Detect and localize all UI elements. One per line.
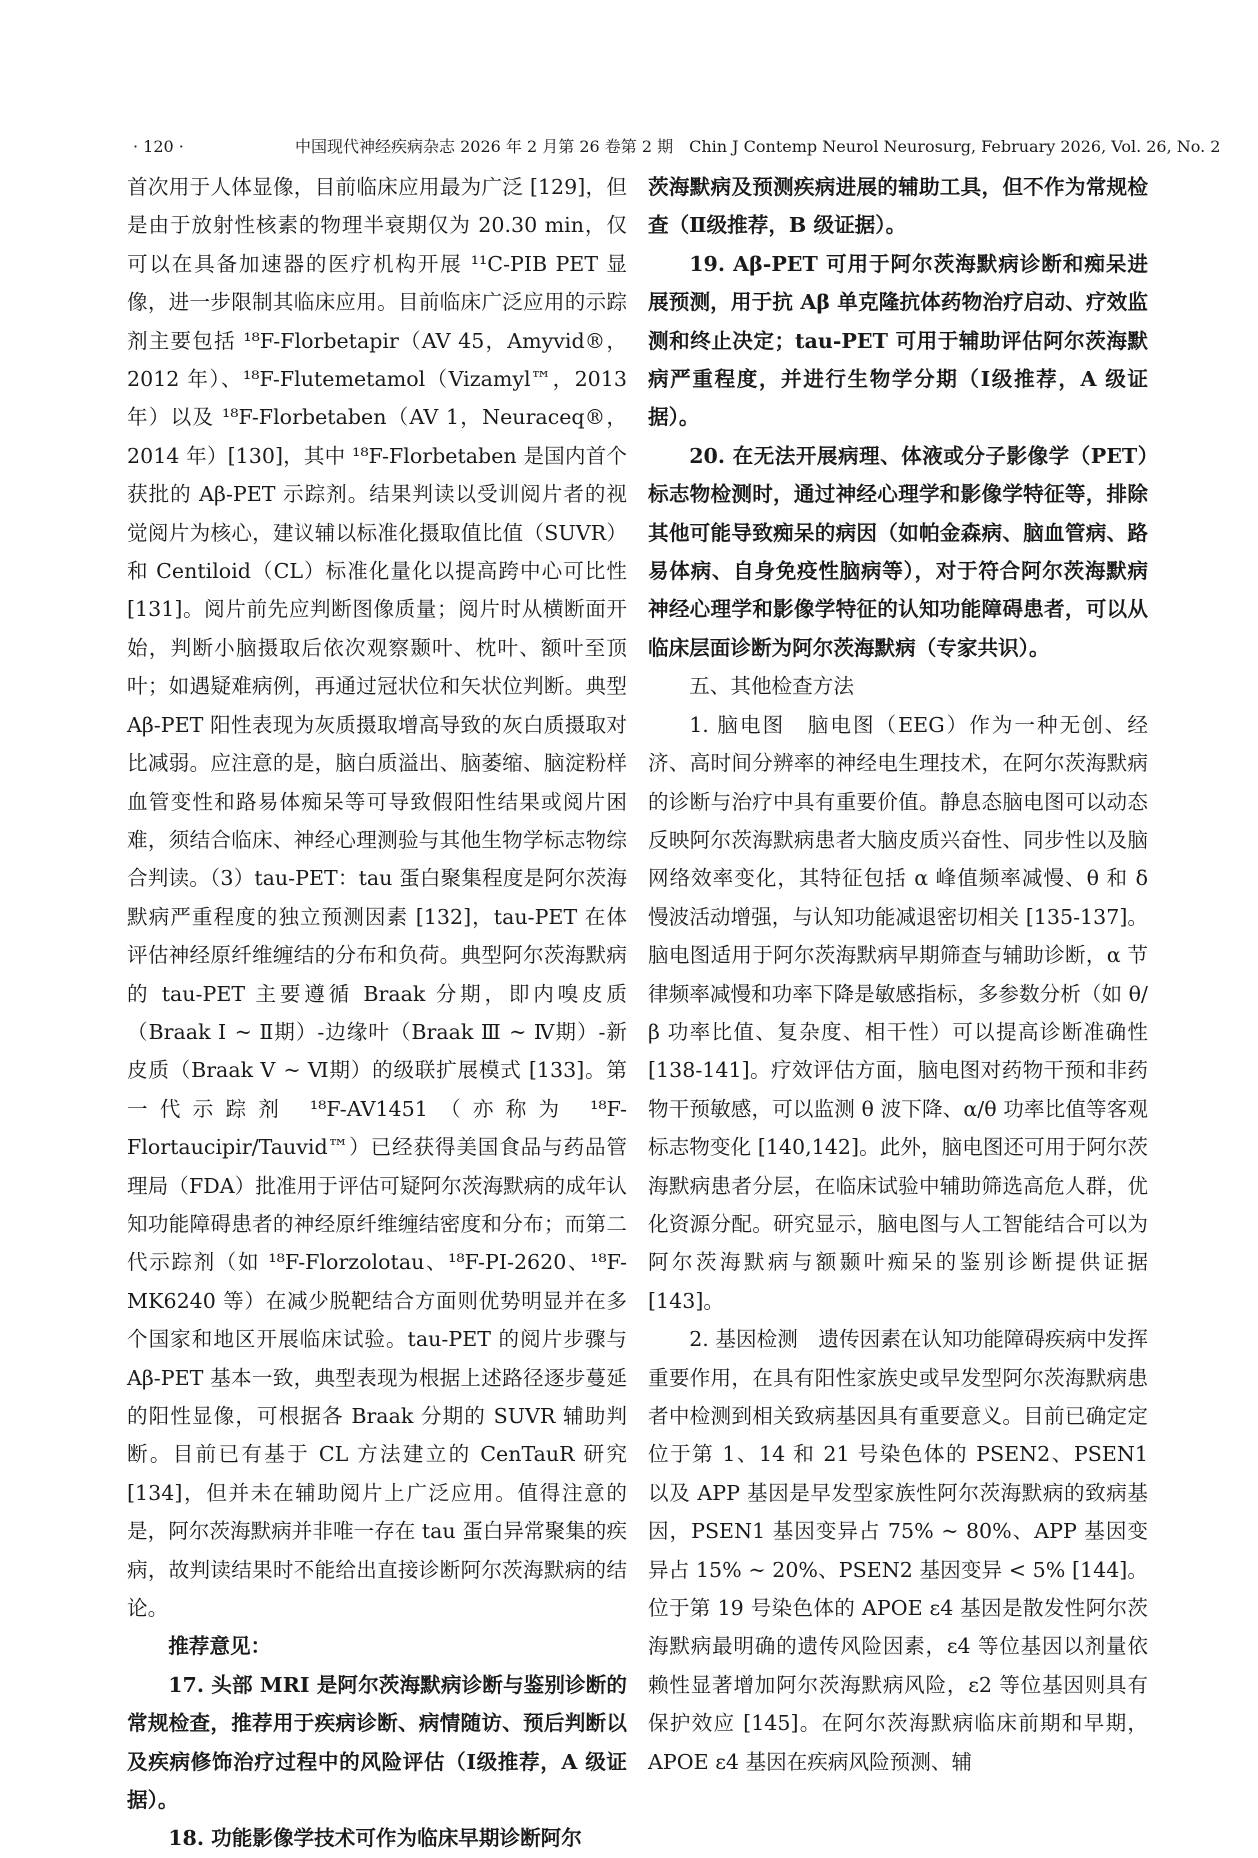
recommendation-19: 19. Aβ-PET 可用于阿尔茨海默病诊断和痴呆进展预测，用于抗 Aβ 单克隆抗体药物治疗启动、疗效监测和终止决定；tau-PET 可用于辅助评估阿尔茨海默病严重程度，并进行生物学分期（Ⅰ级推荐，A 级证据）。 [648, 251, 1148, 430]
section-heading: 五、其他检查方法 [689, 674, 854, 699]
journal-citation-line: 中国现代神经疾病杂志 2026 年 2 月第 26 卷第 2 期 Chin J Contemp Neurol Neurosurg, February 2026, Vol. 26, No. 2 [295, 137, 1221, 156]
right-column [648, 168, 1148, 1781]
running-header [133, 134, 1221, 160]
recommendation-20: 20. 在无法开展病理、体液或分子影像学（PET）标志物检测时，通过神经心理学和影像学特征等，排除其他可能导致痴呆的病因（如帕金森病、脑血管病、路易体病、自身免疫性脑病等），对于符合阿尔茨海默病神经心理学和影像学特征的认知功能障碍患者，可以从临床层面诊断为阿尔茨海默病（专家共识）。 [648, 443, 1148, 660]
body-paragraph: 首次用于人体显像，目前临床应用最为广泛 [129]，但是由于放射性核素的物理半衰期仅为 20.30 min，仅可以在具备加速器的医疗机构开展 ¹¹C-PIB PET 显像，进一步限制其临床应用。目前临床广泛应用的示踪剂主要包括 ¹⁸F-Florbetapir（AV 45，Amyvid®，2012 年）、¹⁸F-Flutemetamol（Vizamyl™，2013 年）以及 ¹⁸F-Florbetaben（AV 1，Neuraceq®，2014 年）[130]，其中 ¹⁸F-Florbetaben 是国内首个获批的 Aβ-PET 示踪剂。结果判读以受训阅片者的视觉阅片为核心，建议辅以标准化摄取值比值（SUVR）和 Centiloid（CL）标准化量化以提高跨中心可比性 [131]。阅片前先应判断图像质量；阅片时从横断面开始，判断小脑摄取后依次观察颞叶、枕叶、额叶至顶叶；如遇疑难病例，再通过冠状位和矢状位判断。典型 Aβ-PET 阳性表现为灰质摄取增高导致的灰白质摄取对比减弱。应注意的是，脑白质溢出、脑萎缩、脑淀粉样血管变性和路易体痴呆等可导致假阳性结果或阅片困难，须结合临床、神经心理测验与其他生物学标志物综合判读。（3）tau-PET：tau 蛋白聚集程度是阿尔茨海默病严重程度的独立预测因素 [132]，tau-PET 在体评估神经原纤维缠结的分布和负荷。典型阿尔茨海默病的 tau-PET 主要遵循 Braak 分期，即内嗅皮质（Braak Ⅰ ~ Ⅱ期）-边缘叶（Braak Ⅲ ~ Ⅳ期）-新皮质（Braak Ⅴ ~ Ⅵ期）的级联扩展模式 [133]。第一代示踪剂 ¹⁸F-AV1451（亦称为 ¹⁸F-Flortaucipir/Tauvid™）已经获得美国食品与药品管理局（FDA）批准用于评估可疑阿尔茨海默病的成年认知功能障碍患者的神经原纤维缠结密度和分布；而第二代示踪剂（如 ¹⁸F-Florzolotau、¹⁸F-PI-2620、¹⁸F-MK6240 等）在减少脱靶结合方面则优势明显并在多个国家和地区开展临床试验。tau-PET 的阅片步骤与 Aβ-PET 基本一致，典型表现为根据上述路径逐步蔓延的阳性显像，可根据各 Braak 分期的 SUVR 辅助判断。目前已有基于 CL 方法建立的 CenTauR 研究 [134]，但并未在辅助阅片上广泛应用。值得注意的是，阿尔茨海默病并非唯一存在 tau 蛋白异常聚集的疾病，故判读结果时不能给出直接诊断阿尔茨海默病的结论。 [127, 175, 627, 1621]
recommendation-heading: 推荐意见： [168, 1634, 272, 1659]
left-column [127, 168, 627, 1858]
eeg-paragraph: 1. 脑电图 脑电图（EEG）作为一种无创、经济、高时间分辨率的神经电生理技术，在阿尔茨海默病的诊断与治疗中具有重要价值。静息态脑电图可以动态反映阿尔茨海默病患者大脑皮质兴奋性、同步性以及脑网络效率变化，其特征包括 α 峰值频率减慢、θ 和 δ 慢波活动增强，与认知功能减退密切相关 [135-137]。脑电图适用于阿尔茨海默病早期筛查与辅助诊断，α 节律频率减慢和功率下降是敏感指标，多参数分析（如 θ/β 功率比值、复杂度、相干性）可以提高诊断准确性 [138-141]。疗效评估方面，脑电图对药物干预和非药物干预敏感，可以监测 θ 波下降、α/θ 功率比值等客观标志物变化 [140,142]。此外，脑电图还可用于阿尔茨海默病患者分层，在临床试验中辅助筛选高危人群，优化资源分配。研究显示，脑电图与人工智能结合可以为阿尔茨海默病与额颞叶痴呆的鉴别诊断提供证据 [143]。 [648, 712, 1148, 1313]
recommendation-18-start: 18. 功能影像学技术可作为临床早期诊断阿尔 [168, 1826, 582, 1851]
page-number: · 120 · [133, 137, 184, 156]
gene-testing-paragraph: 2. 基因检测 遗传因素在认知功能障碍疾病中发挥重要作用，在具有阳性家族史或早发型阿尔茨海默病患者中检测到相关致病基因具有重要意义。目前已确定定位于第 1、14 和 21 号染色体的 PSEN2、PSEN1 以及 APP 基因是早发型家族性阿尔茨海默病的致病基因，PSEN1 基因变异占 75% ~ 80%、APP 基因变异占 15% ~ 20%、PSEN2 基因变异 < 5% [144]。位于第 19 号染色体的 APOE ε4 基因是散发性阿尔茨海默病最明确的遗传风险因素，ε4 等位基因以剂量依赖性显著增加阿尔茨海默病风险，ε2 等位基因则具有保护效应 [145]。在阿尔茨海默病临床前期和早期，APOE ε4 基因在疾病风险预测、辅 [648, 1327, 1148, 1774]
recommendation-18-end: 茨海默病及预测疾病进展的辅助工具，但不作为常规检查（Ⅱ级推荐，B 级证据）。 [648, 175, 1148, 238]
recommendation-17: 17. 头部 MRI 是阿尔茨海默病诊断与鉴别诊断的常规检查，推荐用于疾病诊断、病情随访、预后判断以及疾病修饰治疗过程中的风险评估（Ⅰ级推荐，A 级证据）。 [127, 1672, 627, 1813]
